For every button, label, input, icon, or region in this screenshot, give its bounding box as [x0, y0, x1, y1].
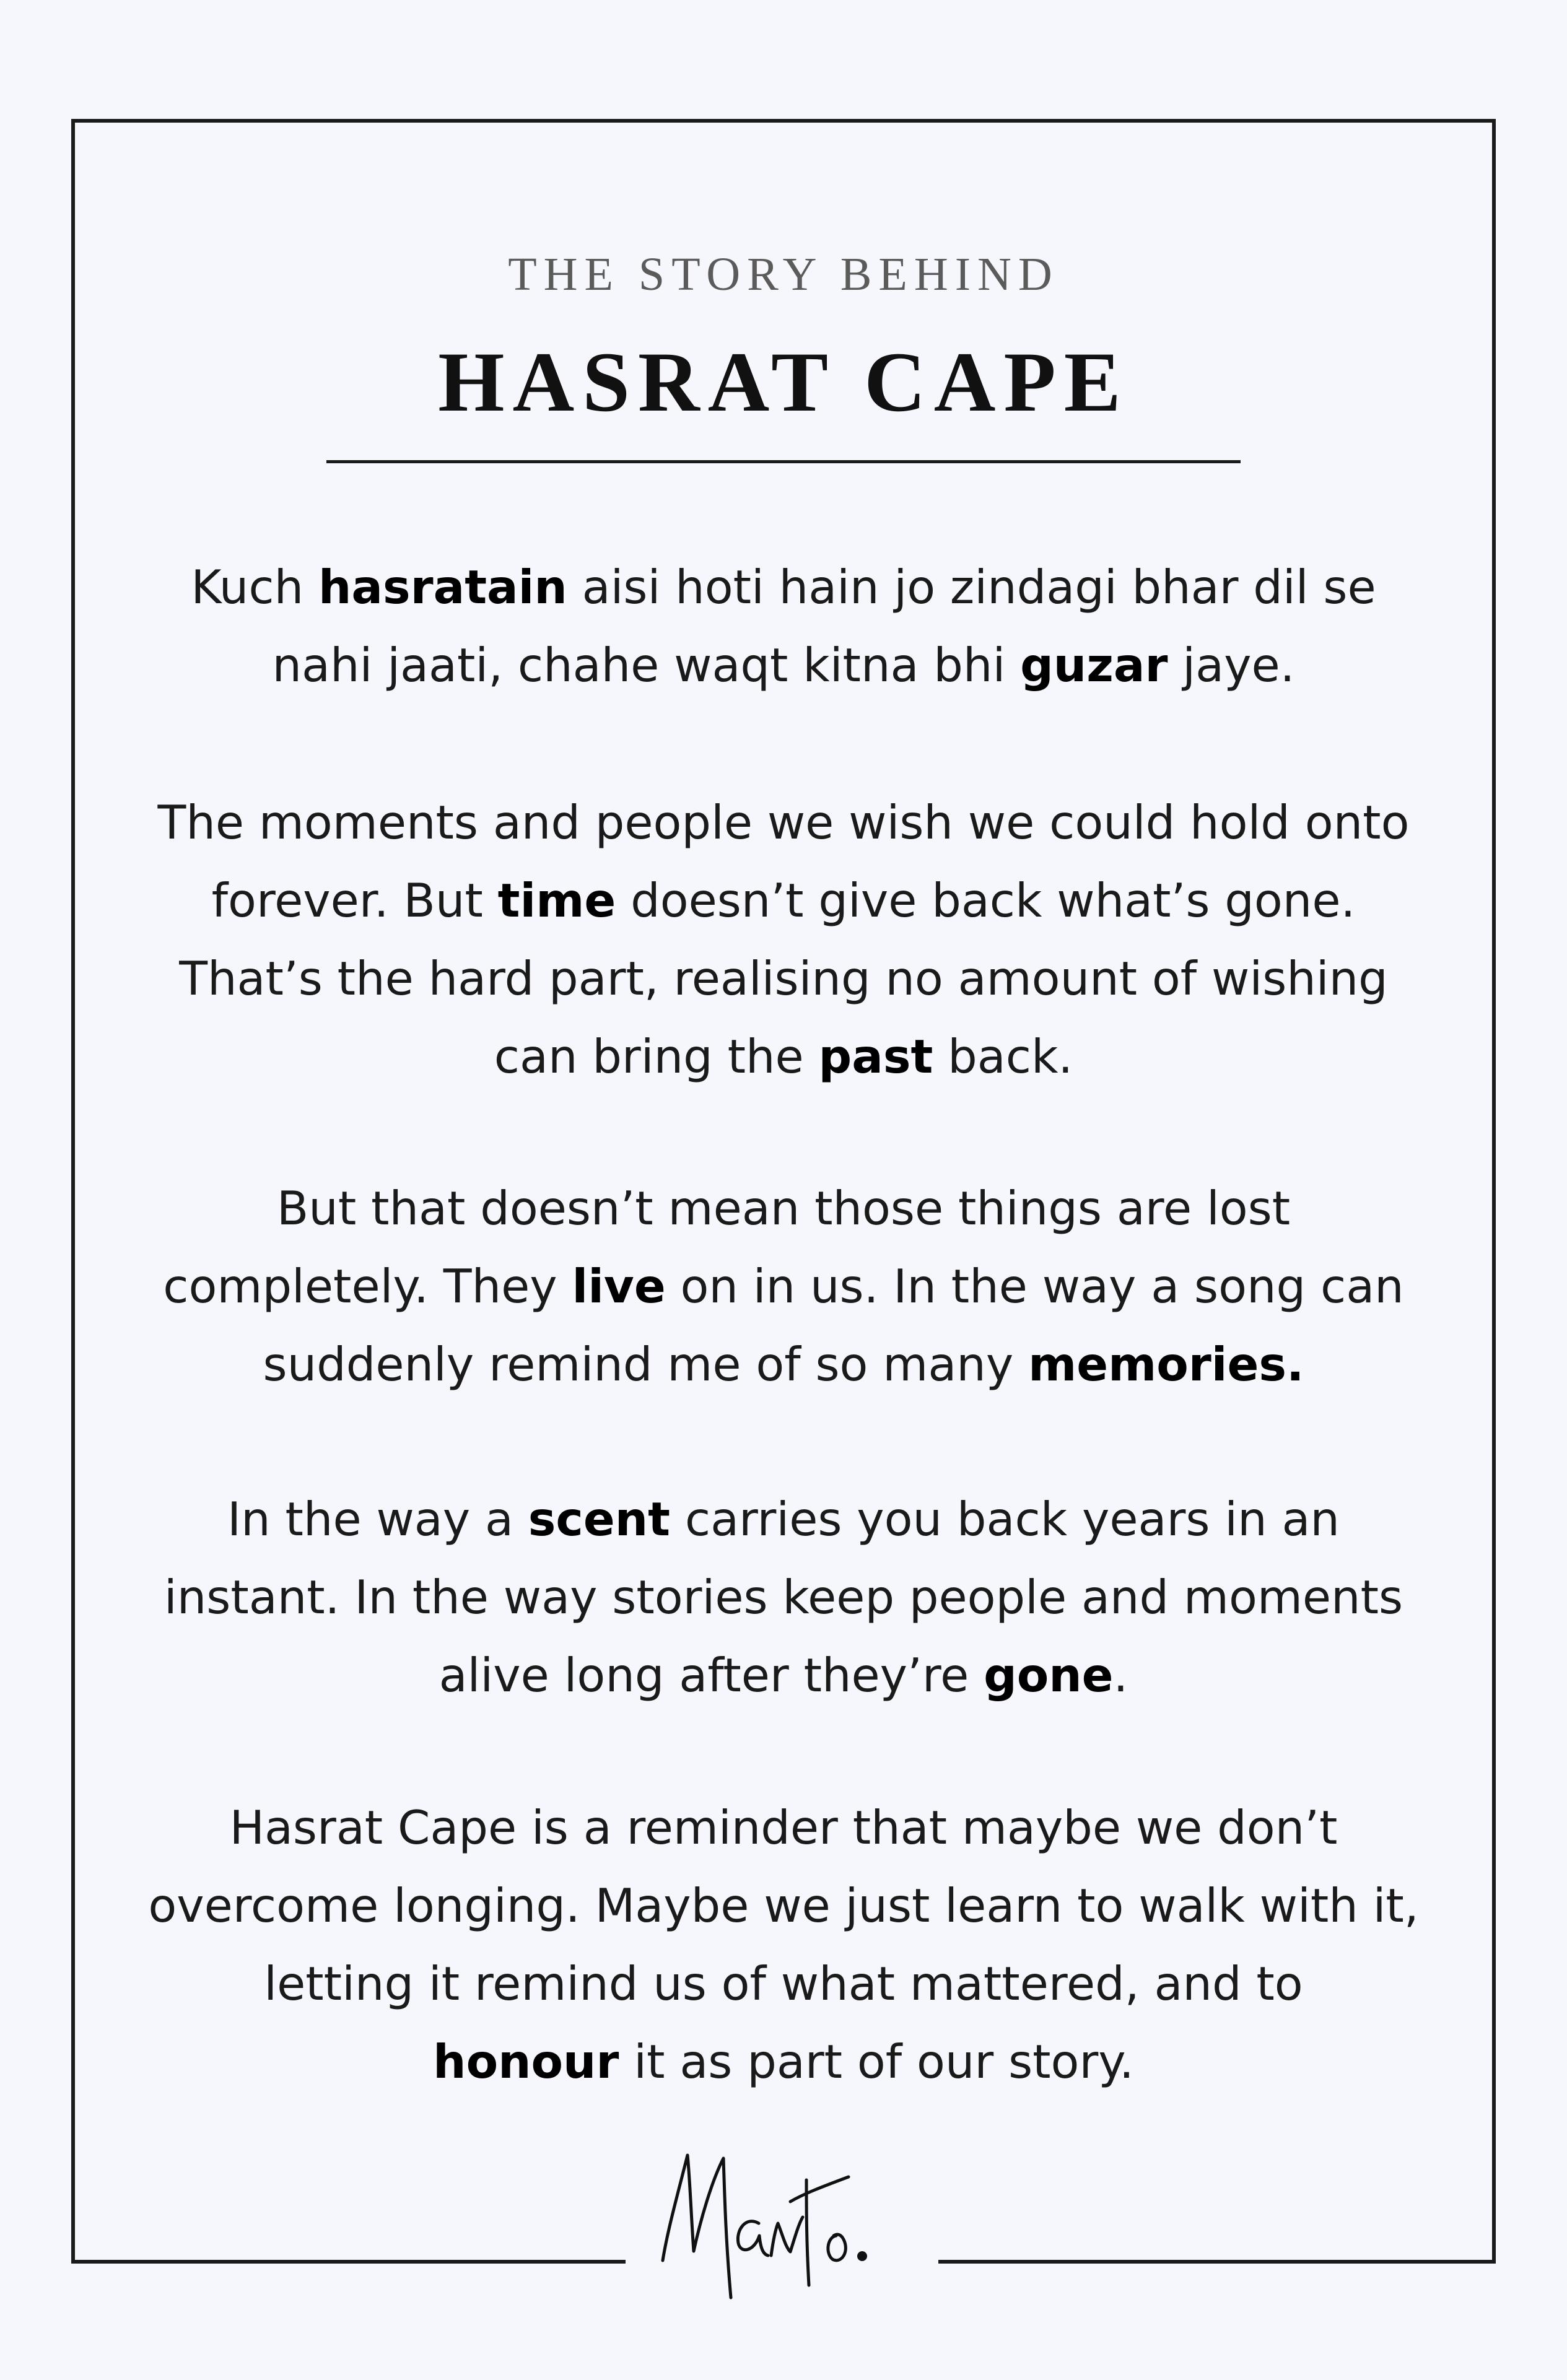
text-run: . [1113, 1648, 1128, 1702]
text-run: letting it remind us of what mattered, and to [264, 1956, 1303, 2011]
text-run: alive long after they’re [439, 1648, 984, 1702]
text-run: But that doesn’t mean those things are lost [276, 1181, 1291, 1236]
story-line [93, 861, 1474, 939]
text-run: nahi jaati, chahe waqt kitna bhi [272, 638, 1021, 692]
title-divider [326, 460, 1241, 463]
emphasis-word: time [497, 873, 616, 928]
story-line [93, 1018, 1474, 1096]
text-run: instant. In the way stories keep people and moments [164, 1570, 1403, 1624]
text-run: overcome longing. Maybe we just learn to walk with it, [148, 1878, 1419, 1933]
text-run: That’s the hard part, realising no amount of wishing [179, 951, 1388, 1006]
text-run: on in us. In the way a song can [665, 1259, 1404, 1314]
emphasis-word: hasratain [318, 560, 567, 614]
emphasis-word: scent [528, 1492, 670, 1546]
story-line [93, 1789, 1474, 1867]
story-line [93, 1325, 1474, 1403]
text-run: suddenly remind me of so many [263, 1337, 1029, 1392]
story-line [93, 1247, 1474, 1325]
signature-dot [857, 2251, 867, 2261]
story-paragraph [93, 783, 1474, 1096]
text-run: Hasrat Cape is a reminder that maybe we don’t [229, 1800, 1338, 1855]
story-line [93, 939, 1474, 1018]
text-run: carries you back years in an [670, 1492, 1340, 1546]
text-run: Kuch [191, 560, 318, 614]
text-run: In the way a [227, 1492, 528, 1546]
emphasis-word: honour [433, 2034, 619, 2089]
story-line [93, 1945, 1474, 2023]
text-run: it as part of our story. [619, 2034, 1134, 2089]
story-paragraph [93, 1169, 1474, 1403]
emphasis-word: live [572, 1259, 666, 1314]
story-line [93, 1480, 1474, 1558]
story-line [93, 1169, 1474, 1247]
text-run: The moments and people we wish we could hold onto [157, 795, 1410, 850]
story-line [93, 2023, 1474, 2101]
story-paragraph [93, 1480, 1474, 1714]
text-run: can bring the [494, 1029, 819, 1084]
page-title: HASRAT CAPE [438, 334, 1129, 429]
eyebrow-heading: THE STORY BEHIND [508, 248, 1059, 300]
text-run: completely. They [163, 1259, 572, 1314]
text-run: jaye. [1168, 638, 1295, 692]
story-line [93, 1867, 1474, 1945]
story-paragraph [93, 1789, 1474, 2101]
emphasis-word: past [818, 1029, 933, 1084]
signature-manto [644, 2143, 923, 2329]
emphasis-word: guzar [1020, 638, 1168, 692]
story-line [93, 1558, 1474, 1636]
story-paragraph [93, 548, 1474, 704]
story-line [93, 626, 1474, 704]
story-line [93, 1636, 1474, 1714]
text-run: forever. But [211, 873, 498, 928]
story-line [93, 783, 1474, 861]
text-run: aisi hoti hain jo zindagi bhar dil se [567, 560, 1376, 614]
text-run: back. [933, 1029, 1073, 1084]
emphasis-word: gone [984, 1648, 1114, 1702]
text-run: doesn’t give back what’s gone. [616, 873, 1356, 928]
emphasis-word: memories. [1028, 1337, 1304, 1392]
story-line [93, 548, 1474, 626]
